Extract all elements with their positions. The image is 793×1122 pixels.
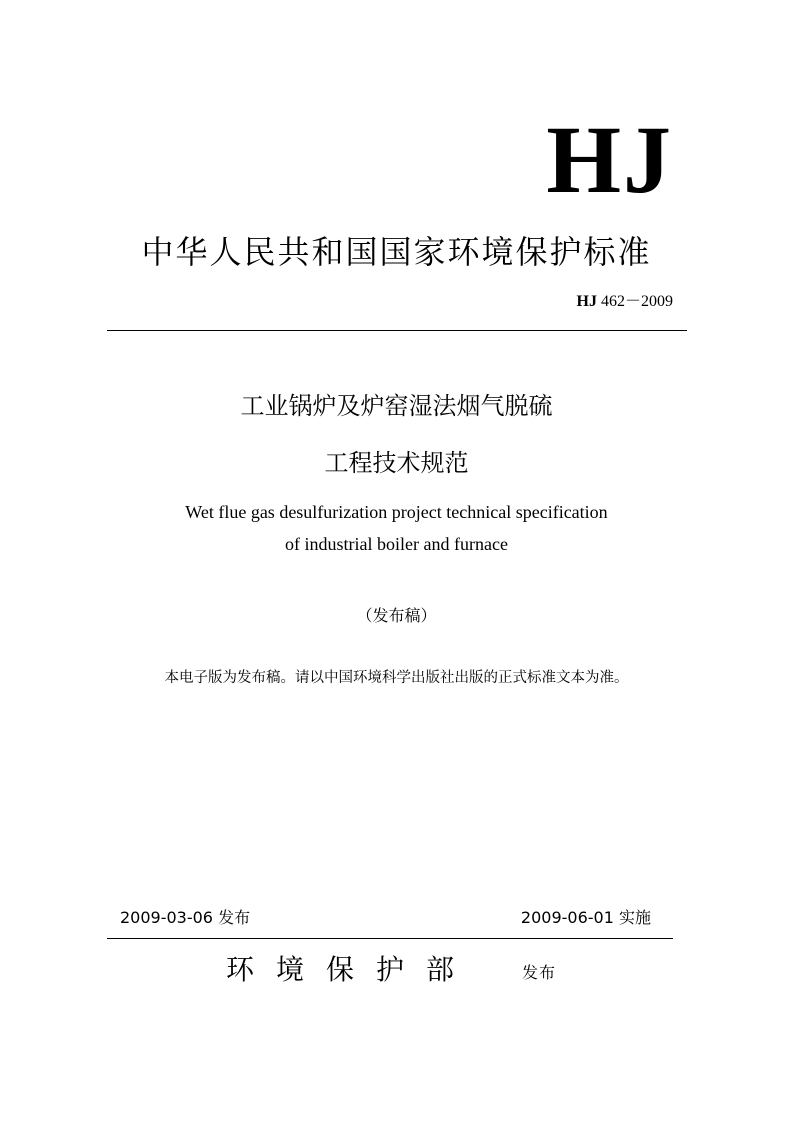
edition-notice: 本电子版为发布稿。请以中国环境科学出版社出版的正式标准文本为准。 — [164, 670, 629, 686]
draft-status-tag: （发布稿） — [356, 606, 437, 625]
top-divider — [107, 330, 687, 331]
standard-code: 462－2009 — [596, 293, 673, 310]
standard-organization-title: 中华人民共和国国家环境保护标准 — [141, 233, 652, 271]
implementation-date: 2009-06-01 实施 — [520, 908, 651, 927]
title-english-line-2: of industrial boiler and furnace — [285, 534, 508, 554]
title-chinese-line-1: 工业锅炉及炉窑湿法烟气脱硫 — [240, 392, 553, 420]
publisher-name: 环境保护部 — [226, 953, 477, 986]
standard-number — [577, 292, 673, 312]
publish-label: 发布 — [522, 963, 557, 982]
bottom-divider — [107, 938, 673, 939]
title-english-line-1: Wet flue gas desulfurization project technical specification — [185, 502, 608, 522]
title-chinese-line-2: 工程技术规范 — [324, 449, 469, 477]
issue-date: 2009-03-06 发布 — [120, 908, 251, 927]
hj-logo: HJ — [546, 106, 673, 213]
standard-prefix: HJ — [576, 293, 597, 310]
